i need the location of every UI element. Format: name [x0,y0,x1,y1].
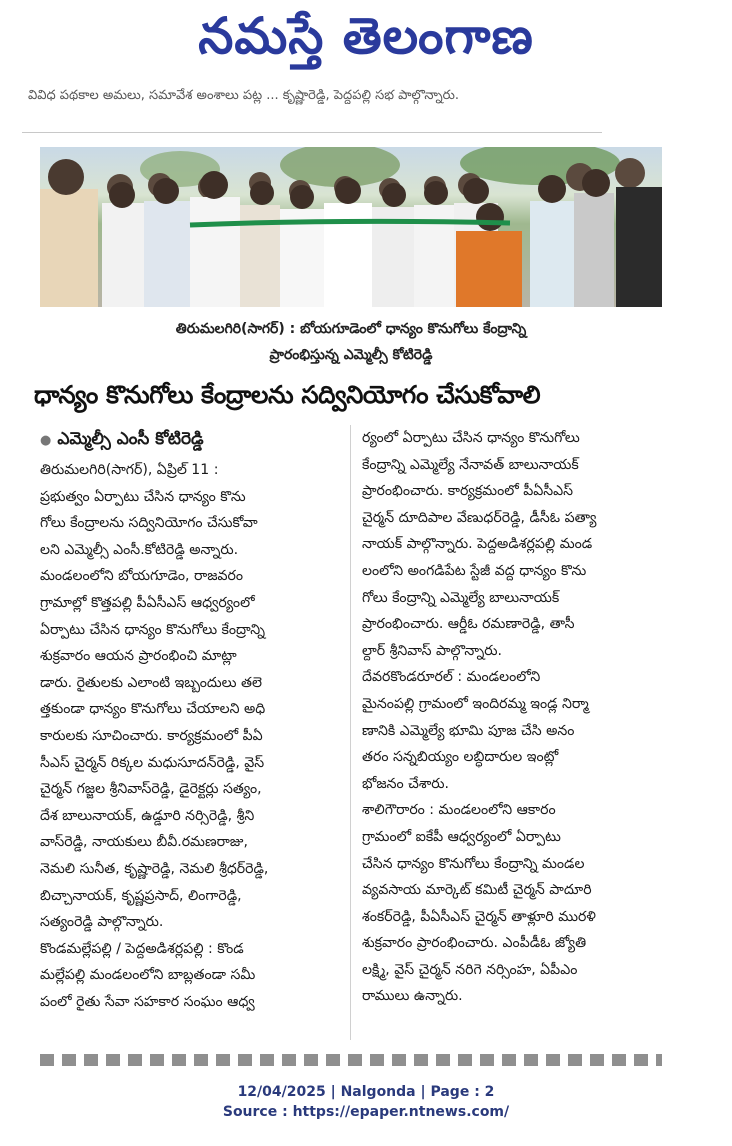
article-line: శాలిగౌరారం : మండలంలోని ఆకారం [362,802,556,819]
column-divider [350,425,351,1040]
article-line: దేవరకొండరూరల్ : మండలంలోని [362,669,541,686]
masthead-title: నమస్తే తెలంగాణ [198,6,534,65]
footer-date-edition: 12/04/2025 | Nalgonda | Page : 2 [237,1084,495,1100]
byline-text: ఎమ్మెల్సీ ఎంసీ కోటిరెడ్డి [57,429,204,449]
top-cut-line: వివిధ పథకాల అమలు, సమావేశ అంశాలు పట్ల ... కృష్ణారెడ్డి, పెద్దపల్లి సభ పాల్గొన్నారు. [28,88,459,103]
article-line: డారు. రైతులకు ఎలాంటి ఇబ్బందులు తలె [40,674,262,691]
article-line: మైనంపల్లి గ్రామంలో ఇందిరమ్మ ఇండ్ల నిర్మా [362,695,589,712]
crowd-ribbon-cutting-image [40,147,662,307]
caption-line: ప్రారంభిస్తున్న ఎమ్మెల్సీ కోటిరెడ్డి [269,347,433,363]
article-line: గోలు కేంద్రాలను సద్వినియోగం చేసుకోవా [40,515,258,532]
article-line: మల్లేపల్లి మండలంలోని బాబ్లతండా సమీ [40,967,256,984]
article-line: శుక్రవారం ప్రారంభించారు. ఎంపీడీఓ జ్యోతి [362,935,587,952]
article-line: సీఎస్ చైర్మన్ రిక్కల మధుసూదన్‌రెడ్డి, వైస్ [40,754,265,771]
bottom-cut-line [40,1044,662,1066]
article-line: గ్రామాల్లో కొత్తపల్లి పీఏసీఎస్ ఆధ్వర్యంలో [40,594,255,611]
article-line: ర్యంలో ఏర్పాటు చేసిన ధాన్యం కొనుగోలు [362,430,580,446]
article-line: లక్ష్మి, వైస్ చైర్మన్ నరిగె నర్సింహ, ఏపీఎం [362,961,578,978]
article-line: నెమలి సునీత, కృష్ణారెడ్డి, నెమలి శ్రీధర్‌రెడ్డి, [40,860,269,877]
article-line: నాయక్ పాల్గొన్నారు. పెద్దఅడిశర్లపల్లి మండ [362,536,593,553]
page-footer [0,1082,732,1122]
article-line: చేసిన ధాన్యం కొనుగోలు కేంద్రాన్ని మండల [362,855,585,872]
article-line: పంలో రైతు సేవా సహకార సంఘం ఆధ్వ [40,993,255,1010]
article-line: కేంద్రాన్ని ఎమ్మెల్యే నేనావత్ బాలునాయక్ [362,456,579,473]
photo-caption [40,316,662,368]
article-line: వ్యవసాయ మార్కెట్ కమిటీ చైర్మన్ పాదూరి [362,882,592,899]
article-line: వాస్‌రెడ్డి, నాయకులు బీవీ.రమణరాజు, [40,834,248,851]
article-right-column [362,425,662,1010]
article-line: బిచ్చానాయక్, కృష్ణప్రసాద్, లింగారెడ్డి, [40,887,242,904]
article-line: ఏర్పాటు చేసిన ధాన్యం కొనుగోలు కేంద్రాన్ని [40,621,265,638]
article-line: రాములు ఉన్నారు. [362,988,463,1005]
article-line: సత్యంరెడ్డి పాల్గొన్నారు. [40,914,164,931]
article-line: త్తకుండా ధాన్యం కొనుగోలు చేయాలని అధి [40,701,266,718]
article-line: లని ఎమ్మెల్సీ ఎంసీ.కోటిరెడ్డి అన్నారు. [40,541,239,558]
news-photo [40,147,662,307]
caption-line: తిరుమలగిరి(సాగర్) : బోయగూడెంలో ధాన్యం కొనుగోలు కేంద్రాన్ని [175,321,527,337]
article-line: కారులకు సూచించారు. కార్యక్రమంలో పీఏ [40,727,263,744]
article-line: ల్దార్ శ్రీనివాస్ పాల్గొన్నారు. [362,642,502,659]
footer-source: Source : https://epaper.ntnews.com/ [222,1104,510,1120]
article-line: చైర్మన్ దూదిపాల వేణుధర్‌రెడ్డి, డీసీఓ పత్యా [362,509,597,526]
article-line: దేశ బాలునాయక్, ఉడ్డూరి నర్సిరెడ్డి, శ్రీని [40,807,255,824]
article-line: కొండమల్లేపల్లి / పెద్దఅడిశర్లపల్లి : కొండ [40,940,244,957]
article-line: తిరుమలగిరి(సాగర్), ఏప్రిల్ 11 : [40,462,219,478]
article-line: భోజనం చేశారు. [362,775,449,792]
article-line: శుక్రవారం ఆయన ప్రారంభించి మాట్లా [40,648,237,665]
article-line: శంకర్‌రెడ్డి, పీఏసీఎస్ చైర్మన్ తాళ్లూరి మురళి [362,908,596,925]
article-line: మండలంలోని బోయగూడెం, రాజవరం [40,568,244,585]
article-line: ణానికి ఎమ్మెల్యే భూమి పూజ చేసి అనం [362,722,575,739]
article-line: ప్రారంభించారు. ఆర్డీఓ రమణారెడ్డి, తాసీ [362,616,575,633]
masthead [0,0,732,80]
article-line: ప్రభుత్వం ఏర్పాటు చేసిన ధాన్యం కొను [40,488,246,505]
article-line: గోలు కేంద్రాన్ని ఎమ్మెల్యే బాలునాయక్ [362,589,560,606]
divider [22,132,602,133]
article-line: ప్రారంభించారు. కార్యక్రమంలో పీఏసీఎస్ [362,483,574,500]
article-left-column [40,425,340,1015]
article-line: గ్రామంలో ఐకేపీ ఆధ్వర్యంలో ఏర్పాటు [362,828,561,845]
article-line: లంలోని అంగడిపేట స్టేజీ వద్ద ధాన్యం కొను [362,562,587,579]
article-line: తరం సన్నబియ్యం లబ్ధిదారుల ఇంట్లో [362,749,559,766]
article-line: చైర్మన్ గజ్జల శ్రీనివాస్‌రెడ్డి, డైరెక్టర్లు సత్యం, [40,781,262,798]
byline [40,425,340,455]
bullet-icon: ● [40,433,52,448]
headline: ధాన్యం కొనుగోలు కేంద్రాలను సద్వినియోగం చేసుకోవాలి [34,380,541,409]
